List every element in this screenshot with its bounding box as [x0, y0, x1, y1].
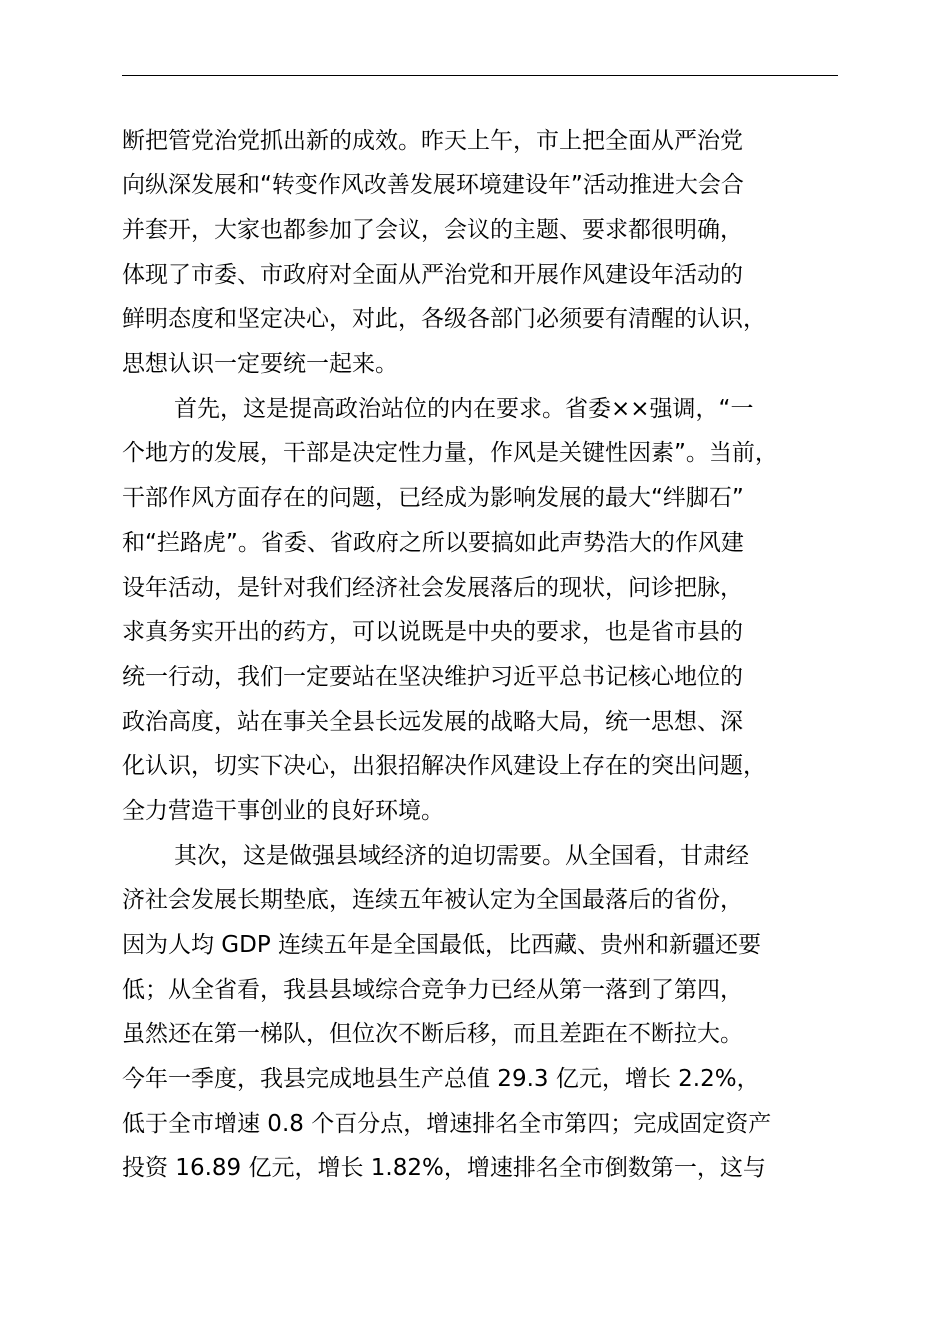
- text-line: 干部作风方面存在的问题，已经成为影响发展的最大“绊脚石”: [122, 485, 744, 511]
- text-line: 首先，这是提高政治站位的内在要求。省委××强调，“一: [174, 396, 754, 422]
- text-line: 低于全市增速 0.8 个百分点，增速排名全市第四；完成固定资产: [122, 1111, 772, 1137]
- text-line: 鲜明态度和坚定决心，对此，各级各部门必须要有清醒的认识，: [122, 306, 766, 332]
- text-line: 低；从全省看，我县县域综合竞争力已经从第一落到了第四，: [122, 977, 743, 1003]
- text-line: 全力营造干事创业的良好环境。: [122, 798, 444, 824]
- text-line: 济社会发展长期垫底，连续五年被认定为全国最落后的省份，: [122, 887, 743, 913]
- text-line: 因为人均 GDP 连续五年是全国最低，比西藏、贵州和新疆还要: [122, 932, 762, 958]
- text-line: 个地方的发展，干部是决定性力量，作风是关键性因素”。当前，: [122, 440, 778, 466]
- text-line: 设年活动，是针对我们经济社会发展落后的现状，问诊把脉，: [122, 575, 743, 601]
- text-line: 投资 16.89 亿元，增长 1.82%，增速排名全市倒数第一，这与: [122, 1155, 766, 1181]
- text-line: 虽然还在第一梯队，但位次不断后移，而且差距在不断拉大。: [122, 1021, 743, 1047]
- text-line: 今年一季度，我县完成地县生产总值 29.3 亿元，增长 2.2%，: [122, 1066, 760, 1092]
- text-line: 断把管党治党抓出新的成效。昨天上午，市上把全面从严治党: [122, 128, 743, 154]
- text-line: 并套开，大家也都参加了会议，会议的主题、要求都很明确，: [122, 217, 743, 243]
- text-line: 化认识，切实下决心，出狠招解决作风建设上存在的突出问题，: [122, 753, 766, 779]
- text-line: 体现了市委、市政府对全面从严治党和开展作风建设年活动的: [122, 262, 743, 288]
- text-line: 和“拦路虎”。省委、省政府之所以要搞如此声势浩大的作风建: [122, 530, 744, 556]
- text-line: 统一行动，我们一定要站在坚决维护习近平总书记核心地位的: [122, 664, 743, 690]
- text-line: 求真务实开出的药方，可以说既是中央的要求，也是省市县的: [122, 619, 743, 645]
- header-rule: [122, 75, 838, 76]
- text-line: 思想认识一定要统一起来。: [122, 351, 398, 377]
- text-line: 政治高度，站在事关全县长远发展的战略大局，统一思想、深: [122, 709, 743, 735]
- text-line: 向纵深发展和“转变作风改善发展环境建设年”活动推进大会合: [122, 172, 744, 198]
- text-line: 其次，这是做强县域经济的迫切需要。从全国看，甘肃经: [174, 843, 749, 869]
